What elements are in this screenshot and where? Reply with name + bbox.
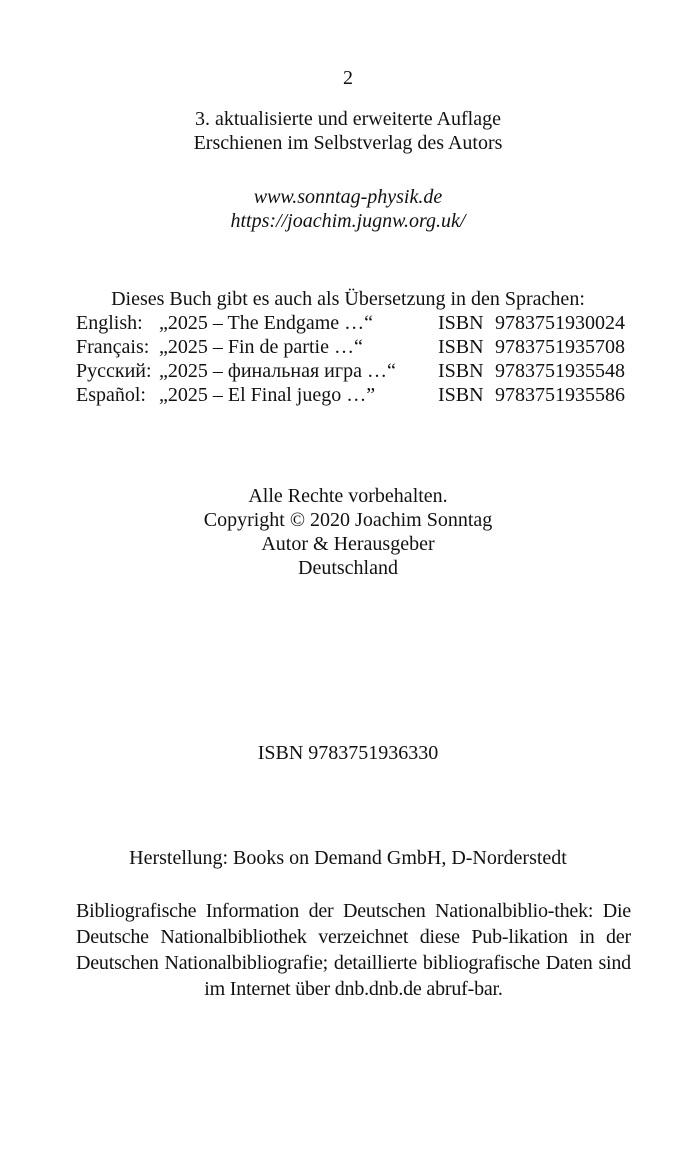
publisher-line: Erschienen im Selbstverlag des Autors: [193, 132, 503, 154]
website-link[interactable]: www.sonntag-physik.de: [253, 186, 443, 208]
translation-title: „2025 – Fin de partie …“: [159, 336, 363, 358]
edition-line: 3. aktualisierte und erweiterte Auflage: [195, 108, 501, 130]
translation-language: Español:: [76, 384, 146, 406]
translation-isbn-label: ISBN: [438, 384, 484, 406]
translation-isbn: 9783751930024: [495, 312, 625, 334]
author-publisher: Autor & Herausgeber: [261, 533, 435, 555]
translation-row: [76, 383, 636, 407]
translation-isbn-label: ISBN: [438, 336, 484, 358]
translation-isbn: 9783751935586: [495, 384, 625, 406]
translations-list: [76, 311, 636, 407]
translation-isbn-label: ISBN: [438, 360, 484, 382]
translation-isbn: 9783751935708: [495, 336, 625, 358]
translation-row: [76, 311, 636, 335]
country: Deutschland: [298, 557, 398, 579]
translation-isbn-label: ISBN: [438, 312, 484, 334]
author-websites: [0, 185, 696, 233]
page-number: 2: [343, 67, 353, 89]
translation-isbn: 9783751935548: [495, 360, 625, 382]
translation-language: Русский:: [76, 360, 152, 382]
website-link[interactable]: https://joachim.jugnw.org.uk/: [230, 210, 466, 232]
production-info: Herstellung: Books on Demand GmbH, D-Norderstedt: [129, 847, 567, 869]
translation-language: Français:: [76, 336, 150, 358]
rights-reserved: Alle Rechte vorbehalten.: [248, 485, 448, 507]
translation-title: „2025 – El Final juego …”: [159, 384, 376, 406]
translation-row: [76, 335, 636, 359]
translations-heading: Dieses Buch gibt es auch als Übersetzung in den Sprachen:: [111, 288, 585, 310]
translation-title: „2025 – финальная игра …“: [159, 360, 396, 382]
copyright-line: Copyright © 2020 Joachim Sonntag: [203, 509, 493, 531]
edition-info: [0, 107, 696, 155]
translation-title: „2025 – The Endgame …“: [159, 312, 374, 334]
translation-language: English:: [76, 312, 143, 334]
bibliographic-information: Bibliografische Information der Deutschen Nationalbiblio-thek: Die Deutsche Nationalbibliothek verzeichnet diese Pub-likation in der Deutschen Nationalbibliografie; detaillierte bibliografische Daten sind im Internet über dnb.dnb.de abruf-bar.: [76, 900, 631, 1000]
book-isbn: ISBN 9783751936330: [257, 742, 439, 764]
translation-row: [76, 359, 636, 383]
rights-notice: [0, 484, 696, 580]
